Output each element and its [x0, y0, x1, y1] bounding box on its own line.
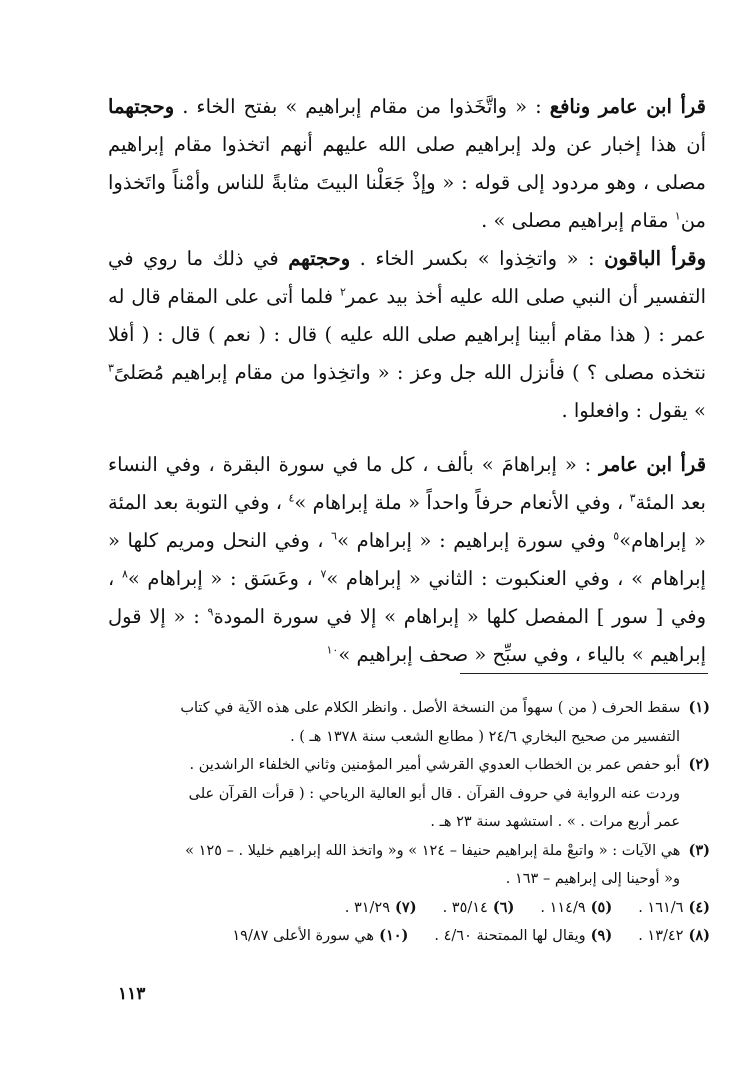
footnotes-4-7: [116, 894, 710, 923]
footnote-6: [443, 894, 515, 923]
footnote-text: ١٣/٤٢ .: [638, 928, 684, 944]
paragraph-3: [108, 446, 706, 674]
footnote-text: وردت عنه الرواية في حروف القرآن . قال أبو العالية الرياحي : ( قرأت القرآن على: [188, 785, 680, 802]
footnote-ref[interactable]: ١٠: [326, 643, 339, 657]
footnote-number: (٧): [395, 898, 417, 916]
footnote-number: (١): [688, 699, 710, 716]
reader-heading: وقرأ الباقون: [604, 247, 707, 270]
footnote-3: [116, 837, 710, 894]
paragraph-text: » يقول : وافعلوا .: [561, 399, 706, 422]
footnote-number: (٨): [688, 927, 710, 944]
footnote-1: [116, 694, 710, 751]
footnote-5: [540, 894, 612, 923]
footnote-ref[interactable]: ٦: [331, 529, 338, 543]
footnote-9: [434, 922, 612, 951]
footnote-7: [345, 894, 417, 923]
paragraph-text: فلما أتى على المقام قال له عمر : ( هذا مقام أبينا إبراهيم صلى الله عليه ) قال : ( نعم ) قال : ( أفلا نتخذه مصلى ؟ ) فأنزل الله جل وعز : « واتخِذوا من مقام إبراهيم مُصَلىً: [108, 285, 706, 384]
footnote-ref[interactable]: ٣: [629, 491, 636, 505]
footnote-number: (٤): [688, 898, 710, 916]
footnote-text: ويقال لها الممتحنة ٤/٦٠ .: [434, 928, 586, 944]
footnote-text: أبو حفص عمر بن الخطاب العدوي القرشي أمير المؤمنين وثاني الخلفاء الراشدين .: [189, 757, 681, 773]
footnote-text: هي الآيات : « واتبعْ ملة إبراهيم حنيفا – ١٢٤ » و« واتخذ الله إبراهيم خليلا . – ١٢٥ »: [185, 842, 681, 859]
footnote-text: ١٦١/٦ .: [638, 899, 684, 916]
paragraph-text: في ذلك ما روي في التفسير أن النبي صلى الله عليه أخذ بيد عمر: [108, 247, 706, 308]
footnote-8: [638, 922, 710, 951]
footnote-number: (٥): [590, 898, 613, 916]
footnote-text: التفسير من صحيح البخاري ٢٤/٦ ( مطابع الشعب سنة ١٣٧٨ هـ ) .: [290, 728, 680, 745]
footnote-10: [232, 922, 408, 951]
footnote-number: (١٠): [379, 927, 409, 944]
footnote-divider: [460, 673, 708, 674]
reader-heading: قرأ ابن عامر: [599, 453, 707, 476]
paragraph-text: : « واتخِذوا » بكسر الخاء .: [350, 247, 605, 270]
paragraph-1: [108, 88, 706, 240]
footnotes: [116, 694, 710, 951]
paragraph-text: ، وفي [ سور ] المفصل كلها « إبراهام » إلا في سورة المودة: [108, 567, 706, 628]
footnote-ref[interactable]: ٣: [108, 361, 114, 375]
footnote-ref[interactable]: ٤: [288, 491, 295, 505]
footnote-ref[interactable]: ١: [674, 209, 681, 223]
footnote-text: ٣٥/١٤ .: [442, 899, 488, 916]
footnote-ref[interactable]: ٧: [320, 567, 327, 581]
reader-heading: قرأ ابن عامر ونافع: [549, 95, 707, 118]
footnote-number: (٩): [590, 927, 613, 944]
paragraph-text: : « واتَّخَذوا من مقام إبراهيم » بفتح الخاء .: [182, 95, 550, 118]
footnote-ref[interactable]: ٩: [207, 605, 214, 619]
paragraph-text: ، وفي الأنعام حرفاً واحداً « ملة إبراهام »: [294, 491, 630, 514]
footnote-number: (٢): [688, 756, 710, 773]
main-text: [108, 88, 706, 674]
footnote-ref[interactable]: ٨: [121, 567, 128, 581]
footnote-text: ٣١/٢٩ .: [344, 899, 391, 916]
footnote-text: هي سورة الأعلى ١٩/٨٧: [232, 928, 375, 944]
footnote-text: عمر أربع مرات . » . استشهد سنة ٢٣ هـ .: [430, 814, 680, 830]
argument-heading: وحجتهما: [108, 95, 175, 118]
paragraph-text: : « إبراهامَ » بألف ، كل ما في سورة البقرة ، وفي النساء بعد المئة: [108, 453, 706, 514]
paragraph-text: وفي سورة إبراهيم : « إبراهام »: [337, 529, 614, 552]
footnote-4: [638, 894, 710, 923]
paragraph-2: [108, 240, 706, 430]
paragraph-text: ، وعَسَق : « إبراهام »: [127, 567, 321, 590]
page-number: ١١٣: [118, 984, 146, 1004]
footnote-number: (٦): [492, 898, 515, 916]
paragraph-text: مقام إبراهيم مصلى » .: [481, 209, 675, 232]
footnote-number: (٣): [688, 841, 710, 859]
footnote-ref[interactable]: ٢: [339, 285, 346, 299]
paragraph-text: أن هذا إخبار عن ولد إبراهيم صلى الله عليهم أنهم اتخذوا مقام إبراهيم مصلى ، وهو مردود إلى قوله : « وإذْ جَعَلْنا البيتَ مثابةً للناس وأمْناً واتَخذوا من: [108, 133, 706, 232]
paragraph-text: ، وفي النحل ومريم كلها « إبراهام » ، وفي العنكبوت : الثاني « إبراهام »: [108, 529, 706, 590]
footnote-text: و« أوحينا إلى إبراهيم – ١٦٣ .: [505, 871, 680, 887]
footnote-text: ١١٤/٩ .: [540, 899, 586, 916]
paragraph-text: : « إلا قول إبراهيم » بالياء ، وفي سبِّح « صحف إبراهيم »: [108, 605, 706, 666]
footnote-ref[interactable]: ٥: [613, 529, 620, 543]
paragraph-text: ، وفي التوبة بعد المئة « إبراهام»: [108, 491, 706, 552]
footnotes-8-10: [116, 922, 710, 951]
argument-heading: وحجتهم: [288, 247, 351, 270]
footnote-text: سقط الحرف ( من ) سهواً من النسخة الأصل . وانظر الكلام على هذه الآية في كتاب: [180, 700, 681, 716]
footnote-2: [116, 751, 710, 837]
